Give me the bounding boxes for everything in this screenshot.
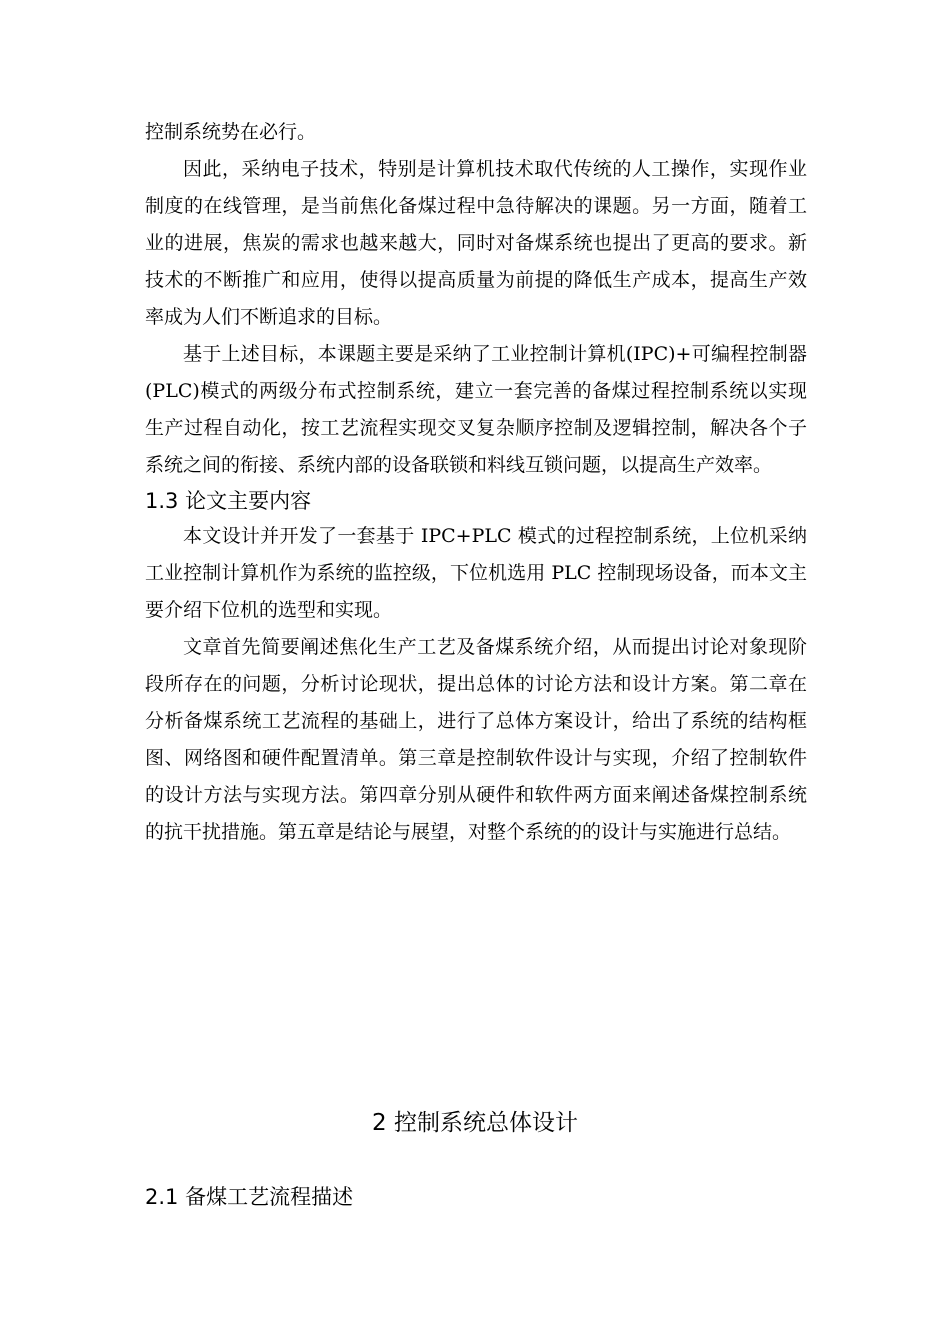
paragraph-continuation: 控制系统势在必行。 bbox=[145, 121, 317, 143]
section-heading-1-3: 1.3 论文主要内容 bbox=[145, 489, 312, 513]
paragraph: 因此，采纳电子技术，特别是计算机技术取代传统的人工操作，实现作业制度的在线管理，是当前焦化备煤过程中急待解决的课题。另一方面，随着工业的进展，焦炭的需求也越来越大，同时对备煤系统也提出了更高的要求。新技术的不断推广和应用，使得以提高质量为前提的降低生产成本，提高生产效率成为人们不断追求的目标。 bbox=[145, 158, 807, 328]
body-text-block-2 bbox=[145, 518, 807, 851]
section-heading-2-1: 2.1 备煤工艺流程描述 bbox=[145, 1185, 354, 1209]
paragraph: 基于上述目标，本课题主要是采纳了工业控制计算机(IPC)+可编程控制器(PLC)模式的两级分布式控制系统，建立一套完善的备煤过程控制系统以实现生产过程自动化，按工艺流程实现交叉复杂顺序控制及逻辑控制，解决各个子系统之间的衔接、系统内部的设备联锁和料线互锁问题，以提高生产效率。 bbox=[145, 343, 807, 476]
body-text-block-1 bbox=[145, 114, 807, 484]
chapter-heading-2: 2 控制系统总体设计 bbox=[372, 1110, 578, 1136]
paragraph: 文章首先简要阐述焦化生产工艺及备煤系统介绍，从而提出讨论对象现阶段所存在的问题，分析讨论现状，提出总体的讨论方法和设计方案。第二章在分析备煤系统工艺流程的基础上，进行了总体方案设计，给出了系统的结构框图、网络图和硬件配置清单。第三章是控制软件设计与实现，介绍了控制软件的设计方法与实现方法。第四章分别从硬件和软件两方面来阐述备煤控制系统的抗干扰措施。第五章是结论与展望，对整个系统的的设计与实施进行总结。 bbox=[145, 636, 807, 843]
paragraph: 本文设计并开发了一套基于 IPC+PLC 模式的过程控制系统，上位机采纳工业控制计算机作为系统的监控级，下位机选用 PLC 控制现场设备，而本文主要介绍下位机的选型和实现。 bbox=[145, 525, 807, 621]
